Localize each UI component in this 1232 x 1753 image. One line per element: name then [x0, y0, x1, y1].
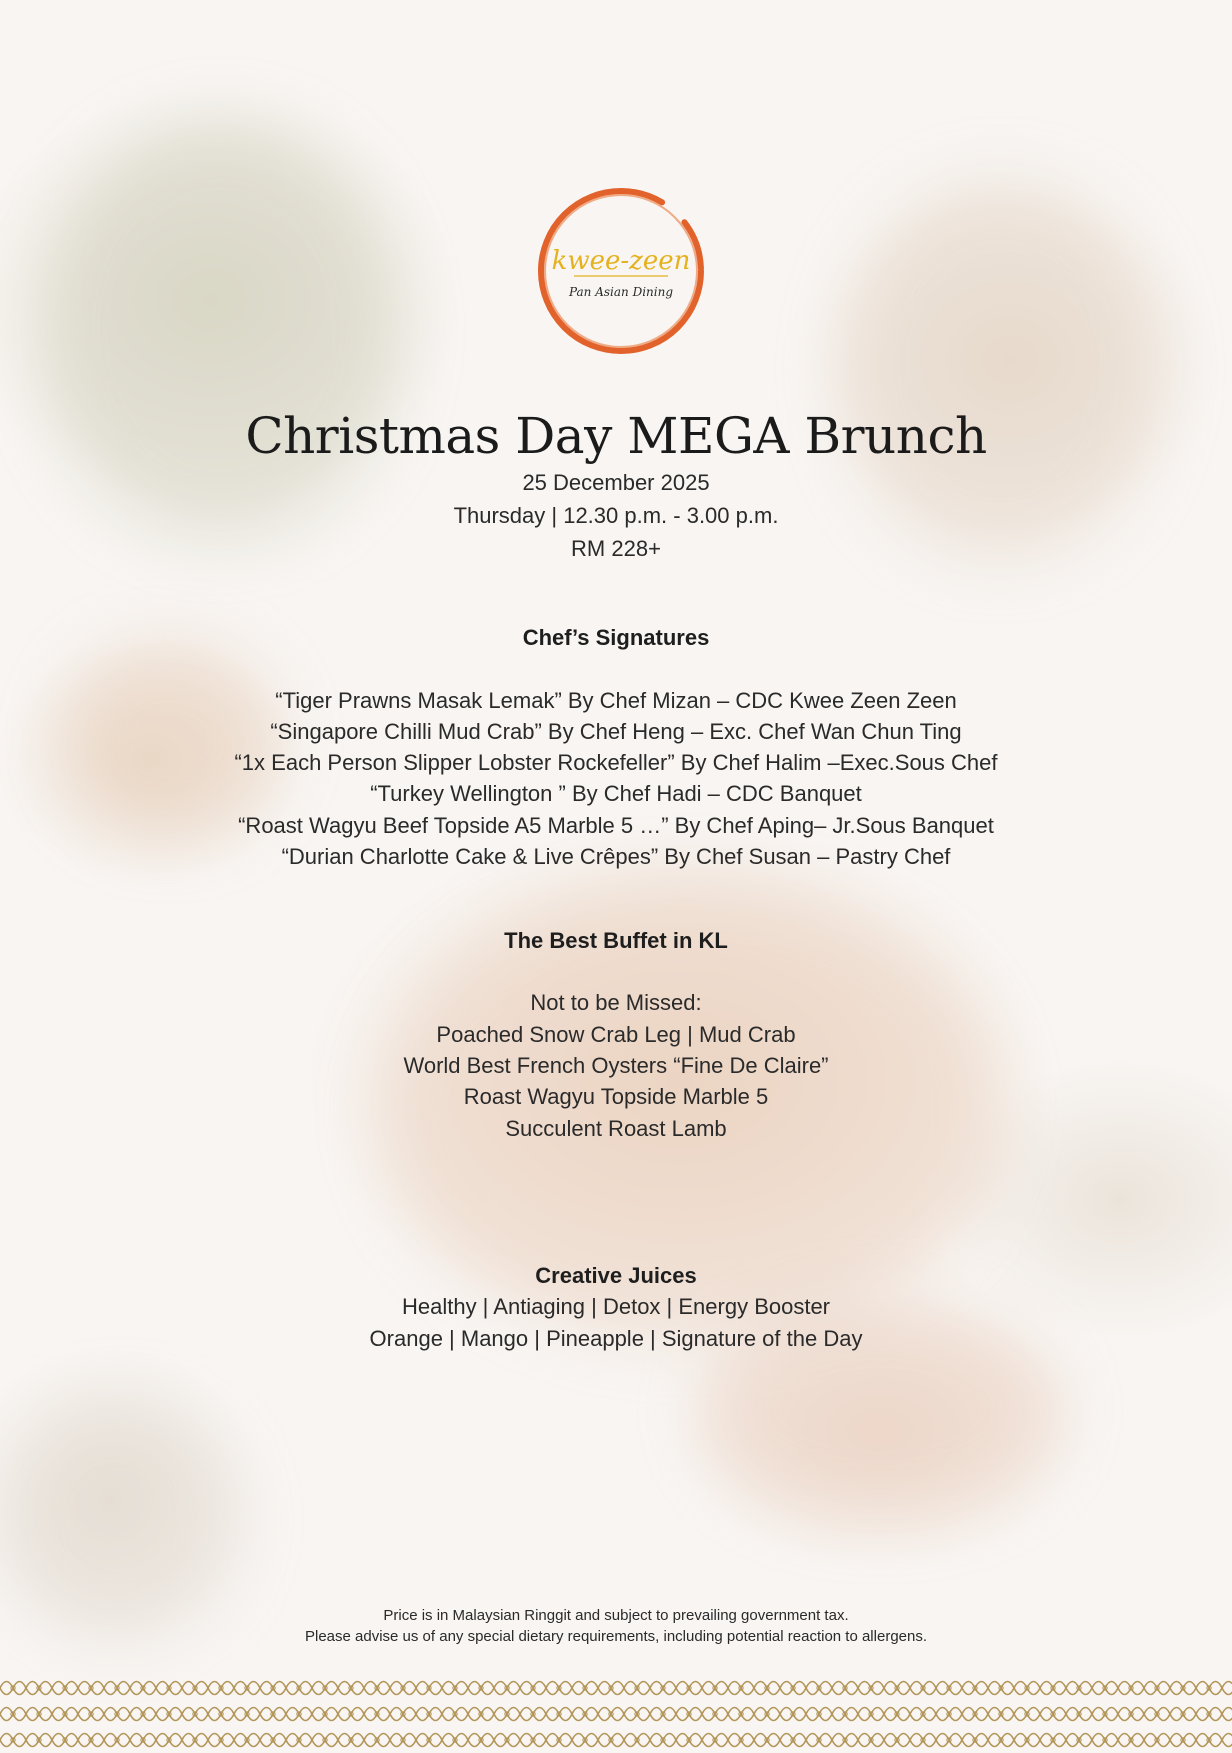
event-date: 25 December 2025: [522, 470, 710, 495]
buffet-item: Succulent Roast Lamb: [505, 1116, 727, 1141]
event-title: Christmas Day MEGA Brunch: [245, 407, 987, 465]
signature-item: “Singapore Chilli Mud Crab” By Chef Heng – Exc. Chef Wan Chun Ting: [270, 719, 962, 744]
dietary-note: Please advise us of any special dietary requirements, including potential reaction to allergens.: [304, 1628, 928, 1645]
buffet-item: Poached Snow Crab Leg | Mud Crab: [436, 1022, 796, 1047]
decorative-pattern-border: [0, 1675, 1232, 1753]
signature-item: “Tiger Prawns Masak Lemak” By Chef Mizan – CDC Kwee Zeen Zeen: [275, 688, 957, 713]
best-buffet-intro: Not to be Missed:: [530, 990, 702, 1015]
price-note: Price is in Malaysian Ringgit and subject to prevailing government tax.: [383, 1607, 849, 1624]
event-time: Thursday | 12.30 p.m. - 3.00 p.m.: [453, 503, 779, 528]
buffet-item: World Best French Oysters “Fine De Claire”: [403, 1053, 829, 1078]
signature-item: “Turkey Wellington ” By Chef Hadi – CDC Banquet: [370, 781, 862, 806]
event-price: RM 228+: [571, 536, 661, 561]
logo-tagline: Pan Asian Dining: [568, 285, 674, 299]
juice-item: Healthy | Antiaging | Detox | Energy Booster: [401, 1294, 831, 1319]
buffet-item: Roast Wagyu Topside Marble 5: [463, 1084, 769, 1109]
kwee-zeen-logo: [534, 184, 708, 358]
creative-juices-heading: Creative Juices: [535, 1263, 697, 1288]
signature-item: “1x Each Person Slipper Lobster Rockefeller” By Chef Halim –Exec.Sous Chef: [234, 750, 998, 775]
signature-item: “Roast Wagyu Beef Topside A5 Marble 5 …” By Chef Aping– Jr.Sous Banquet: [238, 813, 994, 838]
juice-item: Orange | Mango | Pineapple | Signature of the Day: [369, 1326, 863, 1351]
signature-item: “Durian Charlotte Cake & Live Crêpes” By Chef Susan – Pastry Chef: [281, 844, 951, 869]
logo-brand-text: kwee-zeen: [551, 246, 691, 276]
chefs-signatures-heading: Chef’s Signatures: [522, 625, 710, 650]
best-buffet-heading: The Best Buffet in KL: [504, 928, 728, 953]
